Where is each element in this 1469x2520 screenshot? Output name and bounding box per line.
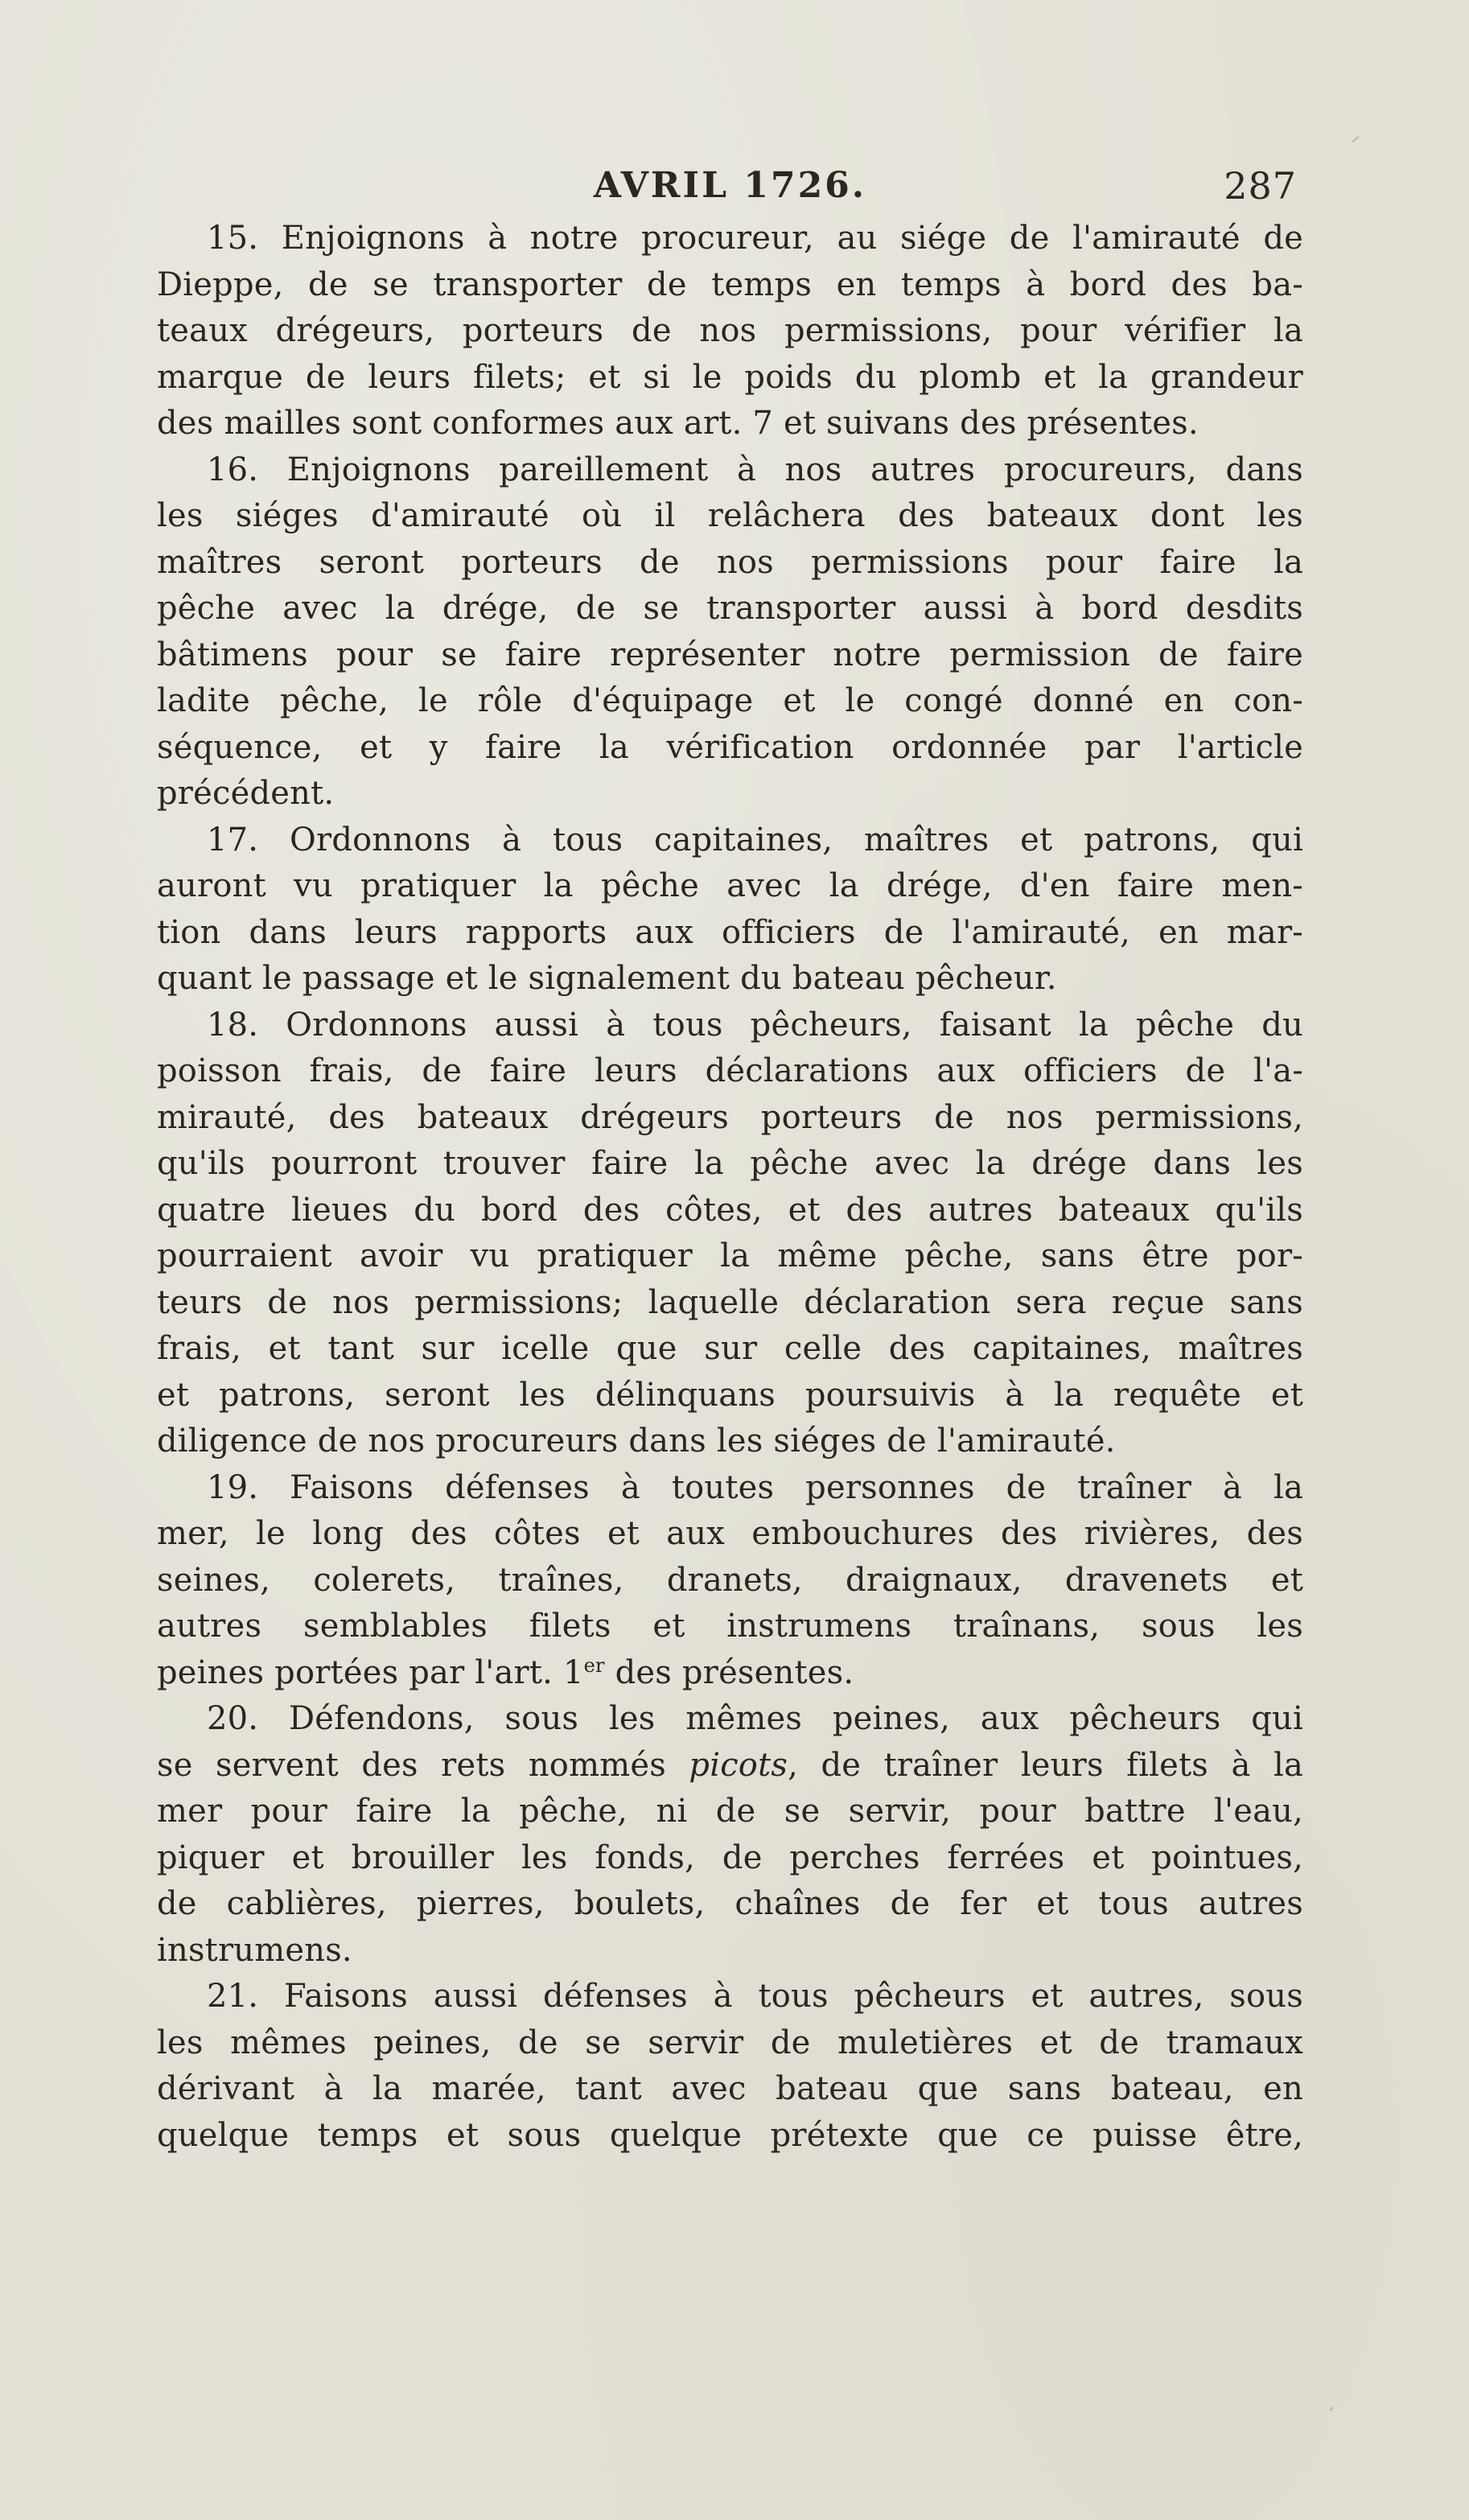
text-line: Dieppe, de se transporter de temps en temps à bord des ba- bbox=[157, 266, 1303, 303]
text-line: 18. Ordonnons aussi à tous pêcheurs, faisant la pêche du bbox=[207, 1006, 1303, 1044]
text-line: diligence de nos procureurs dans les siéges de l'amirauté. bbox=[157, 1423, 1116, 1460]
text-line: 21. Faisons aussi défenses à tous pêcheurs et autres, sous bbox=[207, 1978, 1303, 2015]
running-title: AVRIL 1726. bbox=[593, 165, 867, 206]
page-number: 287 bbox=[1224, 164, 1297, 208]
text-line: les siéges d'amirauté où il relâchera des bateaux dont les bbox=[157, 497, 1303, 534]
body-text bbox=[157, 216, 1303, 2159]
text-line: de cablières, pierres, boulets, chaînes de fer et tous autres bbox=[157, 1885, 1303, 1922]
text-line: précédent. bbox=[157, 775, 335, 812]
superscript: er bbox=[583, 1653, 605, 1677]
text-line: 19. Faisons défenses à toutes personnes de traîner à la bbox=[207, 1468, 1303, 1506]
running-head bbox=[157, 158, 1303, 214]
text-line: pourraient avoir vu pratiquer la même pêche, sans être por- bbox=[157, 1237, 1303, 1274]
text-line: teurs de nos permissions; laquelle déclaration sera reçue sans bbox=[157, 1283, 1303, 1321]
paper-speck bbox=[1329, 2407, 1334, 2411]
text-line: 20. Défendons, sous les mêmes peines, aux pêcheurs qui bbox=[207, 1700, 1303, 1737]
text-line: mer, le long des côtes et aux embouchures des rivières, des bbox=[157, 1515, 1303, 1552]
text-line: 15. Enjoignons à notre procureur, au siége de l'amirauté de bbox=[207, 220, 1303, 257]
text-line: seines, colerets, traînes, dranets, draignaux, dravenets et bbox=[157, 1561, 1303, 1599]
text-line: 17. Ordonnons à tous capitaines, maîtres et patrons, qui bbox=[207, 821, 1303, 859]
text-line: quant le passage et le signalement du bateau pêcheur. bbox=[157, 960, 1057, 997]
text-line: quatre lieues du bord des côtes, et des autres bateaux qu'ils bbox=[157, 1191, 1303, 1229]
text-line: séquence, et y faire la vérification ordonnée par l'article bbox=[157, 728, 1303, 766]
italic-term: picots bbox=[689, 1746, 788, 1784]
text-line: poisson frais, de faire leurs déclarations aux officiers de l'a- bbox=[157, 1052, 1303, 1089]
text-segment: des présentes. bbox=[604, 1653, 854, 1691]
text-line: maîtres seront porteurs de nos permissions pour faire la bbox=[157, 543, 1303, 581]
text-line: tion dans leurs rapports aux officiers de l'amirauté, en mar- bbox=[157, 913, 1303, 951]
text-line: frais, et tant sur icelle que sur celle des capitaines, maîtres bbox=[157, 1330, 1303, 1367]
text-segment: , de traîner leurs filets à la bbox=[788, 1746, 1303, 1784]
text-line bbox=[157, 1743, 1303, 1789]
text-line: auront vu pratiquer la pêche avec la drége, d'en faire men- bbox=[157, 867, 1303, 904]
text-line: piquer et brouiller les fonds, de perches ferrées et pointues, bbox=[157, 1839, 1303, 1876]
text-line: qu'ils pourront trouver faire la pêche avec la drége dans les bbox=[157, 1145, 1303, 1182]
text-segment: se servent des rets nommés bbox=[157, 1746, 689, 1784]
text-line: instrumens. bbox=[157, 1931, 352, 1969]
text-line: mirauté, des bateaux drégeurs porteurs de nos permissions, bbox=[157, 1098, 1303, 1136]
text-line: dérivant à la marée, tant avec bateau que sans bateau, en bbox=[157, 2070, 1303, 2107]
text-line: bâtimens pour se faire représenter notre permission de faire bbox=[157, 636, 1303, 673]
text-line: ladite pêche, le rôle d'équipage et le congé donné en con- bbox=[157, 682, 1303, 719]
text-line: des mailles sont conformes aux art. 7 et suivans des présentes. bbox=[157, 405, 1199, 442]
text-line: mer pour faire la pêche, ni de se servir, pour battre l'eau, bbox=[157, 1793, 1303, 1830]
text-line: pêche avec la drége, de se transporter aussi à bord desdits bbox=[157, 590, 1303, 627]
text-line: 16. Enjoignons pareillement à nos autres procureurs, dans bbox=[207, 451, 1303, 488]
text-line bbox=[157, 1650, 1303, 1697]
text-line: quelque temps et sous quelque prétexte que ce puisse être, bbox=[157, 2116, 1303, 2154]
text-line: teaux drégeurs, porteurs de nos permissions, pour vérifier la bbox=[157, 312, 1303, 349]
paper-speck bbox=[1352, 136, 1360, 142]
text-line: marque de leurs filets; et si le poids du plomb et la grandeur bbox=[157, 358, 1303, 396]
text-line: autres semblables filets et instrumens traînans, sous les bbox=[157, 1608, 1303, 1645]
text-segment: peines portées par l'art. 1 bbox=[157, 1653, 584, 1691]
text-line: et patrons, seront les délinquans poursuivis à la requête et bbox=[157, 1376, 1303, 1414]
text-line: les mêmes peines, de se servir de muletières et de tramaux bbox=[157, 2024, 1303, 2061]
